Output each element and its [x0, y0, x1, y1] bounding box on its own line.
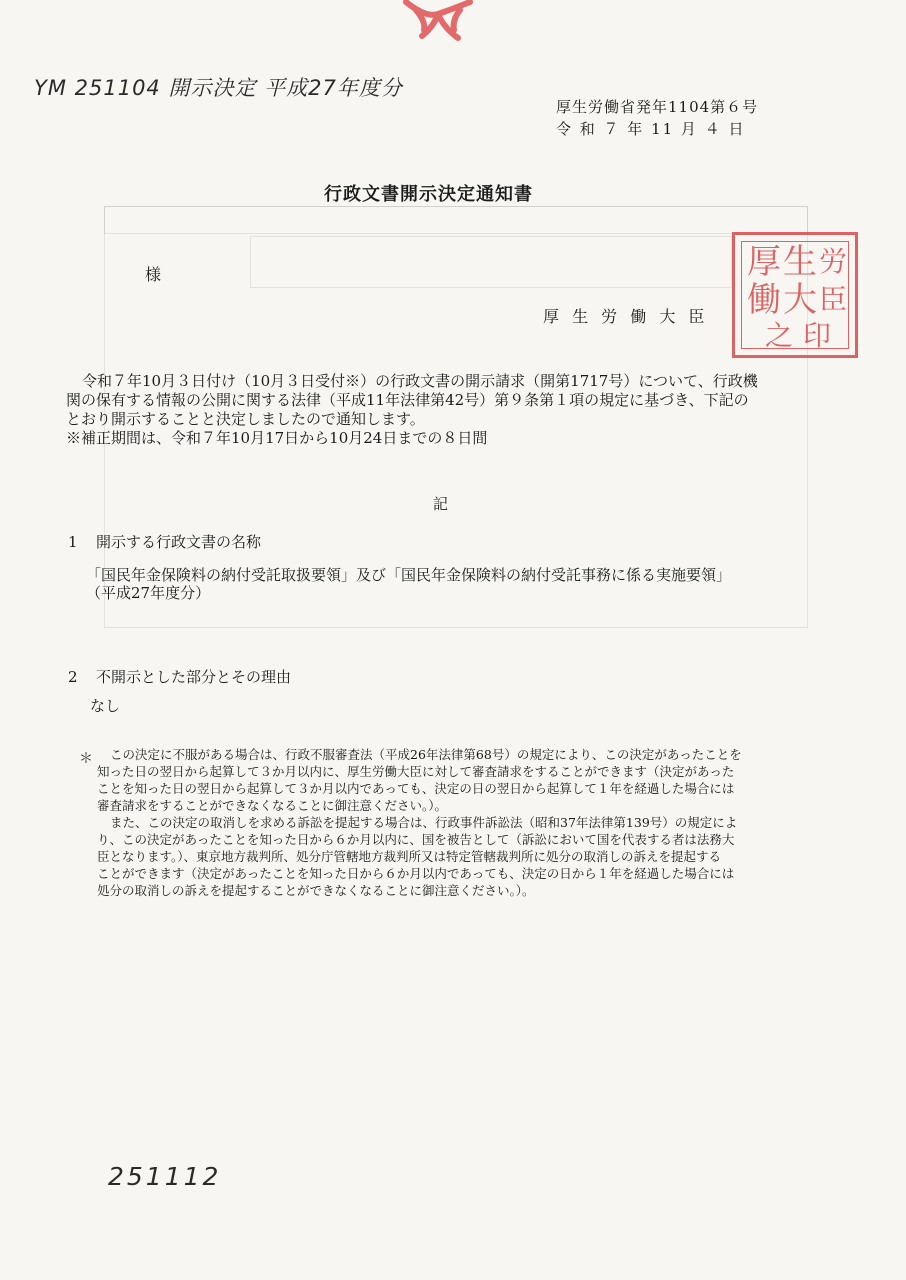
notice-line: ことができます（決定があったことを知った日から６か月以内であっても、決定の日から１年を経過した場合には — [97, 866, 735, 881]
notice-line: ことを知った日の翌日から起算して３か月以内であっても、決定の日の翌日から起算して１年を経過した場合には — [97, 781, 735, 796]
handwritten-note-bottom: 251112 — [108, 1162, 222, 1191]
bleed-through-table-col — [250, 236, 732, 288]
ki-heading: 記 — [433, 495, 449, 513]
notice-line: 臣となります。）、東京地方裁判所、処分庁管轄地方裁判所又は特定管轄裁判所に処分の取消しの訴えを提起する — [97, 849, 722, 864]
red-stamp-fragment — [396, 0, 480, 42]
official-seal — [732, 232, 858, 358]
notice-line: また、この決定の取消しを求める訴訟を提起する場合は、行政事件訴訟法（昭和37年法律第139号）の規定によ — [110, 815, 738, 830]
intro-line: 令和７年10月３日付け（10月３日受付※）の行政文書の開示請求（開第1717号）について、行政機 — [82, 372, 758, 390]
seal-char: 臣 — [819, 283, 848, 316]
seal-char: 印 — [803, 319, 832, 352]
document-number: 厚生労働省発年1104第６号 — [556, 98, 759, 116]
seal-char: 労 — [819, 245, 848, 278]
section2-heading: 不開示とした部分とその理由 — [96, 668, 292, 686]
notice-line: 知った日の翌日から起算して３か月以内に、厚生労働大臣に対して審査請求をすることができます（決定があった — [97, 764, 735, 779]
intro-line: 関の保有する情報の公開に関する法律（平成11年法律第42号）第９条第１項の規定に基づき、下記の — [66, 391, 749, 409]
handwritten-note-top: YM 251104 開示決定 平成27年度分 — [34, 76, 403, 100]
section1-heading: 開示する行政文書の名称 — [96, 533, 262, 551]
sender-name: 厚 生 労 働 大 臣 — [543, 307, 709, 326]
notice-mark: ＊ — [79, 751, 93, 767]
section1-number: 1 — [68, 533, 78, 551]
intro-line: とおり開示することと決定しましたので通知します。 — [66, 410, 425, 428]
notice-line: 審査請求をすることができなくなることに御注意ください。）。 — [97, 798, 448, 813]
notice-line: り、この決定があったことを知った日から６か月以内に、国を被告として（訴訟において国を代表する者は法務大 — [97, 832, 735, 847]
section1-fiscal-year: （平成27年度分） — [86, 584, 211, 602]
bleed-through-table-header — [104, 206, 808, 234]
notice-line: この決定に不服がある場合は、行政不服審査法（平成26年法律第68号）の規定により、この決定があったことを — [110, 747, 742, 762]
addressee-suffix: 様 — [145, 265, 162, 284]
section2-body: なし — [90, 697, 121, 715]
document-date: 令 和 ７ 年 11 月 ４ 日 — [556, 120, 746, 138]
seal-char: 厚 — [747, 242, 781, 282]
seal-char: 之 — [765, 319, 794, 352]
seal-char: 生 — [783, 242, 817, 282]
document-title: 行政文書開示決定通知書 — [324, 184, 533, 205]
section1-document-name: 「国民年金保険料の納付受託取扱要領」及び「国民年金保険料の納付受託事務に係る実施要領」 — [86, 566, 732, 584]
seal-char: 大 — [783, 280, 817, 320]
correction-period-note: ※補正期間は、令和７年10月17日から10月24日までの８日間 — [66, 429, 488, 447]
seal-char: 働 — [747, 280, 781, 320]
notice-line: 処分の取消しの訴えを提起することができなくなることに御注意ください。）。 — [97, 883, 535, 898]
section2-number: 2 — [68, 668, 78, 686]
